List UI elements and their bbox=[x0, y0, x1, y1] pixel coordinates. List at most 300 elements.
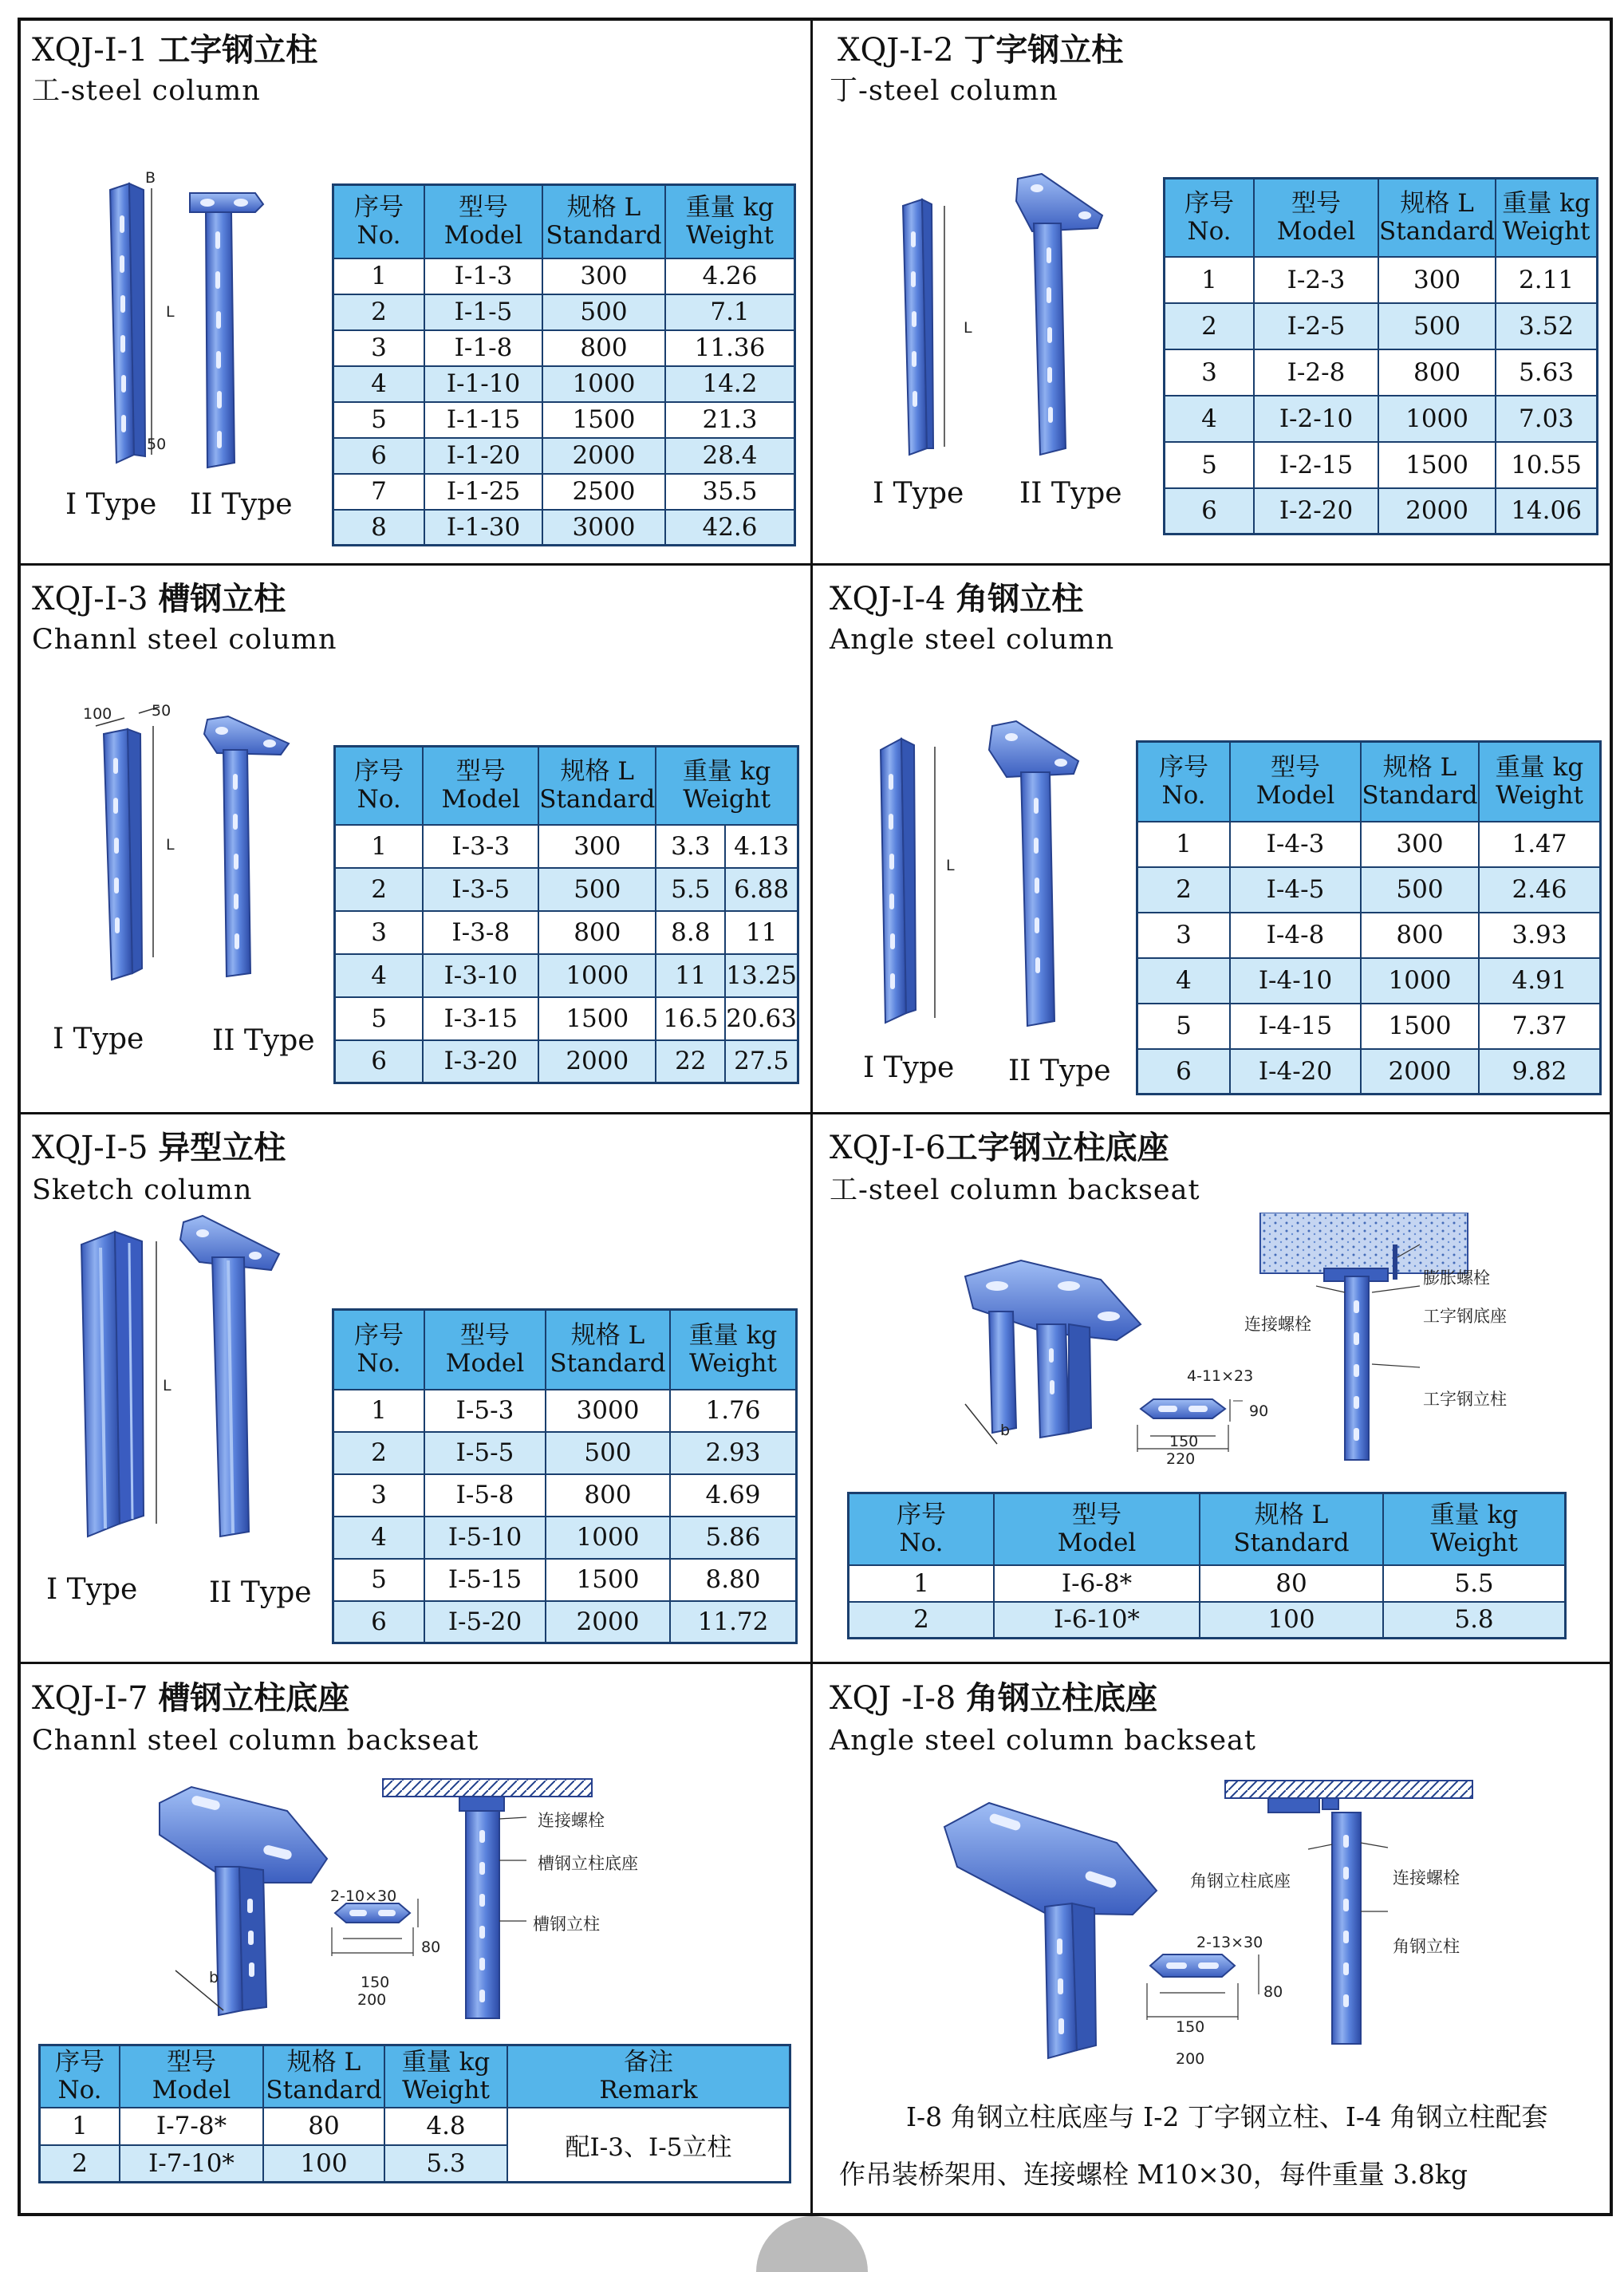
table-cell: 4 bbox=[1137, 958, 1231, 1004]
table-cell: 4.69 bbox=[670, 1474, 797, 1517]
table-cell: 500 bbox=[1378, 303, 1496, 349]
header-text: Model bbox=[445, 1348, 525, 1378]
header-text: 序号 bbox=[354, 756, 404, 786]
header-text: No. bbox=[357, 1348, 401, 1378]
table-header-cell bbox=[542, 185, 665, 258]
header-text: 规格 L bbox=[570, 1320, 645, 1350]
table-cell: 100 bbox=[1200, 1602, 1383, 1639]
table-cell: I-6-8* bbox=[994, 1565, 1200, 1602]
table-row bbox=[333, 1517, 797, 1559]
table-cell: 2000 bbox=[542, 438, 665, 474]
table-cell: 2000 bbox=[538, 1040, 656, 1083]
table-cell: 5.63 bbox=[1496, 349, 1597, 396]
table-cell: 3 bbox=[1165, 349, 1255, 396]
table-cell: I-3-20 bbox=[423, 1040, 538, 1083]
table-row bbox=[1165, 303, 1598, 349]
table-cell: 1000 bbox=[546, 1517, 670, 1559]
table-cell: 22 bbox=[656, 1040, 725, 1083]
table-row bbox=[335, 954, 798, 997]
note-line-1: I-8 角钢立柱底座与 I-2 丁字钢立柱、I-4 角钢立柱配套 bbox=[906, 2101, 1548, 2132]
table-cell: 2 bbox=[849, 1602, 995, 1639]
table-cell: 4.91 bbox=[1479, 958, 1601, 1004]
header-text: Standard bbox=[539, 784, 656, 814]
table-header-cell bbox=[538, 747, 656, 825]
table-cell: I-2-8 bbox=[1254, 349, 1378, 396]
table-row bbox=[849, 1565, 1566, 1602]
header-text: 型号 bbox=[1271, 752, 1320, 782]
header-text: No. bbox=[899, 1528, 944, 1557]
dim-200: 200 bbox=[1176, 2050, 1205, 2068]
table-header-cell bbox=[656, 747, 798, 825]
table-header-cell bbox=[424, 185, 542, 258]
table-cell: 3 bbox=[333, 1474, 425, 1517]
table-cell: 1000 bbox=[1378, 396, 1496, 442]
table-cell: 2.93 bbox=[670, 1432, 797, 1474]
table-cell: 11 bbox=[656, 954, 725, 997]
header-text: Model bbox=[152, 2075, 231, 2104]
dim-l: L bbox=[946, 857, 955, 874]
table-cell: I-1-3 bbox=[424, 258, 542, 294]
dim-holes: 2-10×30 bbox=[330, 1887, 397, 1905]
table-row bbox=[333, 474, 795, 510]
label-base: 工字钢底座 bbox=[1423, 1307, 1507, 1326]
table-cell: 80 bbox=[263, 2108, 384, 2145]
header-text: 序号 bbox=[897, 1500, 946, 1529]
table-cell: I-1-15 bbox=[424, 402, 542, 438]
table-cell: 6 bbox=[333, 1601, 425, 1643]
type-label-1: I Type bbox=[65, 488, 157, 521]
header-text: Weight bbox=[1430, 1528, 1518, 1557]
table-cell: 800 bbox=[542, 330, 665, 366]
table-cell: 1 bbox=[333, 1390, 425, 1432]
table-cell: 2000 bbox=[1378, 488, 1496, 534]
table-cell: 3.52 bbox=[1496, 303, 1597, 349]
table-row bbox=[333, 294, 795, 330]
header-text: 重量 kg bbox=[682, 756, 771, 786]
table-cell: 1.47 bbox=[1479, 822, 1601, 867]
table-cell: 1 bbox=[333, 258, 425, 294]
table-cell: 3.3 bbox=[656, 825, 725, 868]
table-row bbox=[335, 1040, 798, 1083]
table-header-cell bbox=[1479, 742, 1601, 822]
section-title: XQJ-I-5 异型立柱 bbox=[32, 1129, 286, 1166]
header-text: Model bbox=[1255, 780, 1335, 810]
table-row bbox=[1137, 958, 1601, 1004]
table-cell: I-5-5 bbox=[424, 1432, 546, 1474]
section-subtitle: Channl steel column bbox=[32, 624, 337, 656]
table-cell: I-4-3 bbox=[1230, 822, 1361, 867]
table-cell: 7.37 bbox=[1479, 1004, 1601, 1049]
table-header-cell bbox=[665, 185, 795, 258]
dim-90: 90 bbox=[1249, 1402, 1269, 1420]
table-cell: 14.06 bbox=[1496, 488, 1597, 534]
header-text: 序号 bbox=[1159, 752, 1208, 782]
table-row bbox=[333, 402, 795, 438]
header-text: 备注 bbox=[624, 2047, 673, 2077]
table-row bbox=[333, 258, 795, 294]
table-cell: 1 bbox=[40, 2108, 120, 2145]
table-cell: 500 bbox=[542, 294, 665, 330]
table-header-cell bbox=[1378, 179, 1496, 257]
table-cell: 1000 bbox=[542, 366, 665, 402]
label-column: 工字钢立柱 bbox=[1423, 1390, 1507, 1409]
table-cell: 4 bbox=[1165, 396, 1255, 442]
table-cell: 6 bbox=[1137, 1049, 1231, 1095]
table-cell: 7 bbox=[333, 474, 425, 510]
table-cell: 5.86 bbox=[670, 1517, 797, 1559]
table-cell: 11.72 bbox=[670, 1601, 797, 1643]
table-cell: 1000 bbox=[1361, 958, 1479, 1004]
table-cell: 2.11 bbox=[1496, 257, 1597, 303]
dim-l: L bbox=[964, 319, 972, 337]
header-text: 型号 bbox=[459, 192, 508, 222]
header-text: Weight bbox=[1502, 216, 1590, 246]
dim-150: 150 bbox=[361, 1974, 390, 1991]
table-header-cell bbox=[333, 1310, 425, 1390]
i-type-column-illustration bbox=[88, 160, 295, 479]
header-text: 型号 bbox=[167, 2047, 216, 2077]
dim-150: 150 bbox=[1176, 2018, 1205, 2036]
table-cell: 6.88 bbox=[725, 868, 798, 911]
table-header-cell bbox=[1361, 742, 1479, 822]
table-cell: 1500 bbox=[546, 1559, 670, 1601]
table-cell: 500 bbox=[546, 1432, 670, 1474]
table-cell: I-5-3 bbox=[424, 1390, 546, 1432]
table-header-cell bbox=[120, 2045, 263, 2108]
table-cell: 35.5 bbox=[665, 474, 795, 510]
table-cell: I-4-8 bbox=[1230, 913, 1361, 958]
header-text: Weight bbox=[689, 1348, 777, 1378]
header-text: Standard bbox=[1362, 780, 1478, 810]
table-cell: 27.5 bbox=[725, 1040, 798, 1083]
table-cell: I-5-15 bbox=[424, 1559, 546, 1601]
table-cell: 2 bbox=[333, 294, 425, 330]
table-row bbox=[333, 1390, 797, 1432]
table-cell: I-3-15 bbox=[423, 997, 538, 1040]
table-cell: 5.5 bbox=[656, 868, 725, 911]
table-cell: I-1-30 bbox=[424, 510, 542, 546]
table-header-cell bbox=[263, 2045, 384, 2108]
header-text: 序号 bbox=[354, 192, 404, 222]
header-text: 重量 kg bbox=[1429, 1500, 1519, 1529]
table-cell: 2 bbox=[335, 868, 424, 911]
table-cell: I-1-20 bbox=[424, 438, 542, 474]
table-row bbox=[333, 438, 795, 474]
header-text: Standard bbox=[1379, 216, 1496, 246]
spec-table-s4 bbox=[1136, 740, 1602, 1095]
table-cell: 1 bbox=[1165, 257, 1255, 303]
table-header-cell bbox=[1200, 1493, 1383, 1565]
section-subtitle: 丁-steel column bbox=[830, 75, 1058, 107]
table-row bbox=[1137, 867, 1601, 913]
note-line-2: 作吊装桥架用、连接螺栓 M10×30，每件重量 3.8kg bbox=[839, 2159, 1468, 2190]
channel-backseat-illustration bbox=[144, 1771, 798, 2034]
table-cell: 300 bbox=[1361, 822, 1479, 867]
header-text: Weight bbox=[1496, 780, 1583, 810]
section-subtitle: 工-steel column bbox=[32, 75, 261, 107]
table-cell: 3 bbox=[335, 911, 424, 954]
type-label-2: II Type bbox=[212, 1024, 315, 1057]
dim-b: B bbox=[145, 169, 156, 187]
header-text: 重量 kg bbox=[688, 1320, 778, 1350]
channel-column-illustration bbox=[80, 702, 319, 989]
table-cell: 300 bbox=[542, 258, 665, 294]
table-cell: 1.76 bbox=[670, 1390, 797, 1432]
dim-80: 80 bbox=[1263, 1983, 1283, 2001]
dim-200: 200 bbox=[357, 1991, 387, 2009]
table-cell: 300 bbox=[538, 825, 656, 868]
table-cell: 500 bbox=[1361, 867, 1479, 913]
table-cell: 4.26 bbox=[665, 258, 795, 294]
section-subtitle: Angle steel column backseat bbox=[830, 1725, 1256, 1757]
label-base: 槽钢立柱底座 bbox=[538, 1854, 638, 1873]
table-row bbox=[1165, 396, 1598, 442]
section-subtitle: Channl steel column backseat bbox=[32, 1725, 479, 1757]
angle-backseat-illustration bbox=[941, 1771, 1595, 2082]
section-title: XQJ-I-6工字钢立柱底座 bbox=[830, 1129, 1169, 1166]
type-label-2: II Type bbox=[1008, 1055, 1111, 1087]
table-cell: 42.6 bbox=[665, 510, 795, 546]
table-cell: 5 bbox=[1165, 442, 1255, 488]
section-title: XQJ-I-7 槽钢立柱底座 bbox=[32, 1679, 350, 1717]
table-header-cell bbox=[333, 185, 425, 258]
table-cell: I-3-5 bbox=[423, 868, 538, 911]
header-text: Weight bbox=[683, 784, 771, 814]
table-cell: 6 bbox=[333, 438, 425, 474]
table-cell: I-5-8 bbox=[424, 1474, 546, 1517]
header-text: 规格 L bbox=[286, 2047, 361, 2077]
table-row bbox=[1137, 1004, 1601, 1049]
table-cell: 2 bbox=[1137, 867, 1231, 913]
table-cell: I-7-8* bbox=[120, 2108, 263, 2145]
table-row bbox=[849, 1602, 1566, 1639]
header-text: No. bbox=[1187, 216, 1232, 246]
table-cell: 13.25 bbox=[725, 954, 798, 997]
section-code: XQJ-I-1 bbox=[32, 32, 159, 69]
dim-150: 150 bbox=[1169, 1433, 1199, 1450]
table-cell: 5 bbox=[333, 402, 425, 438]
table-cell: I-1-10 bbox=[424, 366, 542, 402]
header-text: 重量 kg bbox=[1502, 188, 1590, 218]
table-cell: 3 bbox=[333, 330, 425, 366]
table-cell: 9.82 bbox=[1479, 1049, 1601, 1095]
header-text: No. bbox=[357, 784, 401, 814]
table-header-cell bbox=[1254, 179, 1378, 257]
section-title bbox=[32, 32, 317, 69]
section-title: XQJ-I-4 角钢立柱 bbox=[830, 580, 1084, 617]
label-base: 角钢立柱底座 bbox=[1190, 1872, 1291, 1891]
table-cell: I-2-20 bbox=[1254, 488, 1378, 534]
table-cell: 5.5 bbox=[1383, 1565, 1566, 1602]
table-cell: 3.93 bbox=[1479, 913, 1601, 958]
header-text: Standard bbox=[546, 220, 662, 250]
table-cell: I-2-3 bbox=[1254, 257, 1378, 303]
table-header-cell bbox=[424, 1310, 546, 1390]
dim-l: L bbox=[166, 303, 175, 321]
table-cell: 5 bbox=[333, 1559, 425, 1601]
spec-table-s6 bbox=[847, 1492, 1567, 1639]
header-text: No. bbox=[357, 220, 401, 250]
table-cell: 1500 bbox=[538, 997, 656, 1040]
header-text: 序号 bbox=[55, 2047, 104, 2077]
label-connecting-bolt: 连接螺栓 bbox=[1393, 1868, 1460, 1887]
header-text: 型号 bbox=[1291, 188, 1341, 218]
table-cell: 1000 bbox=[538, 954, 656, 997]
table-cell: I-1-5 bbox=[424, 294, 542, 330]
table-cell: 1 bbox=[1137, 822, 1231, 867]
table-header-cell bbox=[1137, 742, 1231, 822]
table-header-cell bbox=[384, 2045, 507, 2108]
header-text: 规格 L bbox=[1254, 1500, 1329, 1529]
table-row bbox=[335, 868, 798, 911]
dim-l: L bbox=[163, 1377, 171, 1394]
header-text: Model bbox=[441, 784, 520, 814]
table-row bbox=[1137, 913, 1601, 958]
table-cell: 800 bbox=[1361, 913, 1479, 958]
table-cell: I-3-3 bbox=[423, 825, 538, 868]
table-row bbox=[1165, 349, 1598, 396]
type-label-2: II Type bbox=[190, 488, 293, 521]
table-cell: 4 bbox=[333, 1517, 425, 1559]
table-cell: 1500 bbox=[1361, 1004, 1479, 1049]
header-text: 规格 L bbox=[560, 756, 634, 786]
row-divider-3 bbox=[18, 1662, 1613, 1664]
section-subtitle: Angle steel column bbox=[830, 624, 1115, 656]
section-title-cn: 工字钢立柱 bbox=[158, 31, 318, 69]
table-cell: 21.3 bbox=[665, 402, 795, 438]
header-text: No. bbox=[57, 2075, 102, 2104]
table-row bbox=[1137, 1049, 1601, 1095]
table-cell: 800 bbox=[546, 1474, 670, 1517]
table-cell: I-5-10 bbox=[424, 1517, 546, 1559]
dim-holes: 2-13×30 bbox=[1196, 1934, 1263, 1951]
table-cell: 4 bbox=[335, 954, 424, 997]
table-cell: 11 bbox=[725, 911, 798, 954]
table-header-cell bbox=[40, 2045, 120, 2108]
header-text: 型号 bbox=[460, 1320, 510, 1350]
table-header-cell bbox=[1230, 742, 1361, 822]
table-row bbox=[1165, 442, 1598, 488]
header-text: 规格 L bbox=[1382, 752, 1457, 782]
table-row bbox=[333, 1559, 797, 1601]
table-row bbox=[333, 330, 795, 366]
table-cell: 300 bbox=[1378, 257, 1496, 303]
header-text: 规格 L bbox=[1400, 188, 1474, 218]
table-row bbox=[333, 1474, 797, 1517]
table-row bbox=[333, 1432, 797, 1474]
header-text: 序号 bbox=[354, 1320, 404, 1350]
spec-table-s1 bbox=[332, 183, 796, 546]
table-cell: 5 bbox=[335, 997, 424, 1040]
spec-table-s2 bbox=[1163, 177, 1598, 535]
dim-l: L bbox=[166, 836, 175, 854]
header-text: No. bbox=[1161, 780, 1206, 810]
table-cell: 800 bbox=[1378, 349, 1496, 396]
row-divider-1 bbox=[18, 563, 1613, 566]
table-cell: 1 bbox=[335, 825, 424, 868]
table-cell: 3000 bbox=[546, 1390, 670, 1432]
remark-cell: 配I-3、I-5立柱 bbox=[507, 2108, 790, 2183]
dim-220: 220 bbox=[1166, 1450, 1196, 1468]
table-cell: I-2-10 bbox=[1254, 396, 1378, 442]
section-subtitle: Sketch column bbox=[32, 1174, 253, 1206]
type-label-2: II Type bbox=[1019, 477, 1122, 510]
table-cell: 20.63 bbox=[725, 997, 798, 1040]
table-cell: I-1-8 bbox=[424, 330, 542, 366]
table-cell: 5.3 bbox=[384, 2145, 507, 2183]
header-text: Standard bbox=[550, 1348, 666, 1378]
column-divider bbox=[810, 18, 813, 2216]
table-cell: 2000 bbox=[546, 1601, 670, 1643]
angle-column-illustration bbox=[869, 718, 1109, 1037]
label-column: 槽钢立柱 bbox=[533, 1915, 600, 1934]
header-text: 规格 L bbox=[566, 192, 641, 222]
table-header-cell bbox=[423, 747, 538, 825]
table-header-cell bbox=[1383, 1493, 1566, 1565]
table-row bbox=[40, 2108, 790, 2145]
table-cell: 100 bbox=[263, 2145, 384, 2183]
header-text: 重量 kg bbox=[1495, 752, 1584, 782]
table-cell: 2500 bbox=[542, 474, 665, 510]
section-title: XQJ-I-3 槽钢立柱 bbox=[32, 580, 286, 617]
table-header-cell bbox=[507, 2045, 790, 2108]
table-cell: 6 bbox=[1165, 488, 1255, 534]
header-text: Weight bbox=[686, 220, 774, 250]
sketch-column-illustration bbox=[64, 1213, 303, 1548]
table-row bbox=[1137, 822, 1601, 867]
header-text: 型号 bbox=[455, 756, 506, 786]
table-cell: 8 bbox=[333, 510, 425, 546]
table-header-cell bbox=[1496, 179, 1597, 257]
table-cell: 5.8 bbox=[1383, 1602, 1566, 1639]
label-column: 角钢立柱 bbox=[1393, 1937, 1460, 1956]
dim-50: 50 bbox=[152, 702, 171, 720]
table-cell: 1500 bbox=[1378, 442, 1496, 488]
spec-table-s3 bbox=[333, 745, 799, 1084]
spec-table-s5 bbox=[332, 1308, 798, 1644]
dim-80: 80 bbox=[421, 1939, 441, 1956]
table-row bbox=[1165, 488, 1598, 534]
table-row bbox=[335, 997, 798, 1040]
header-text: Model bbox=[1276, 216, 1356, 246]
type-label-1: I Type bbox=[53, 1023, 144, 1055]
table-cell: I-7-10* bbox=[120, 2145, 263, 2183]
table-cell: 1 bbox=[849, 1565, 995, 1602]
table-cell: I-2-5 bbox=[1254, 303, 1378, 349]
table-cell: 80 bbox=[1200, 1565, 1383, 1602]
header-text: 型号 bbox=[1072, 1500, 1121, 1529]
header-text: Standard bbox=[266, 2075, 382, 2104]
header-text: Remark bbox=[599, 2075, 698, 2104]
table-cell: 2 bbox=[333, 1432, 425, 1474]
table-header-cell bbox=[670, 1310, 797, 1390]
table-cell: 800 bbox=[538, 911, 656, 954]
dim-50: 50 bbox=[147, 436, 167, 453]
table-cell: 5 bbox=[1137, 1004, 1231, 1049]
table-row bbox=[333, 1601, 797, 1643]
label-expansion-bolt: 膨胀螺栓 bbox=[1423, 1268, 1490, 1288]
header-text: Weight bbox=[402, 2075, 490, 2104]
type-label-1: I Type bbox=[863, 1051, 955, 1084]
table-cell: 7.03 bbox=[1496, 396, 1597, 442]
header-text: 重量 kg bbox=[401, 2047, 491, 2077]
table-cell: 4.13 bbox=[725, 825, 798, 868]
table-cell: I-4-15 bbox=[1230, 1004, 1361, 1049]
header-text: Model bbox=[443, 220, 523, 250]
table-cell: 16.5 bbox=[656, 997, 725, 1040]
header-text: Model bbox=[1057, 1528, 1137, 1557]
label-connecting-bolt: 连接螺栓 bbox=[538, 1811, 605, 1830]
